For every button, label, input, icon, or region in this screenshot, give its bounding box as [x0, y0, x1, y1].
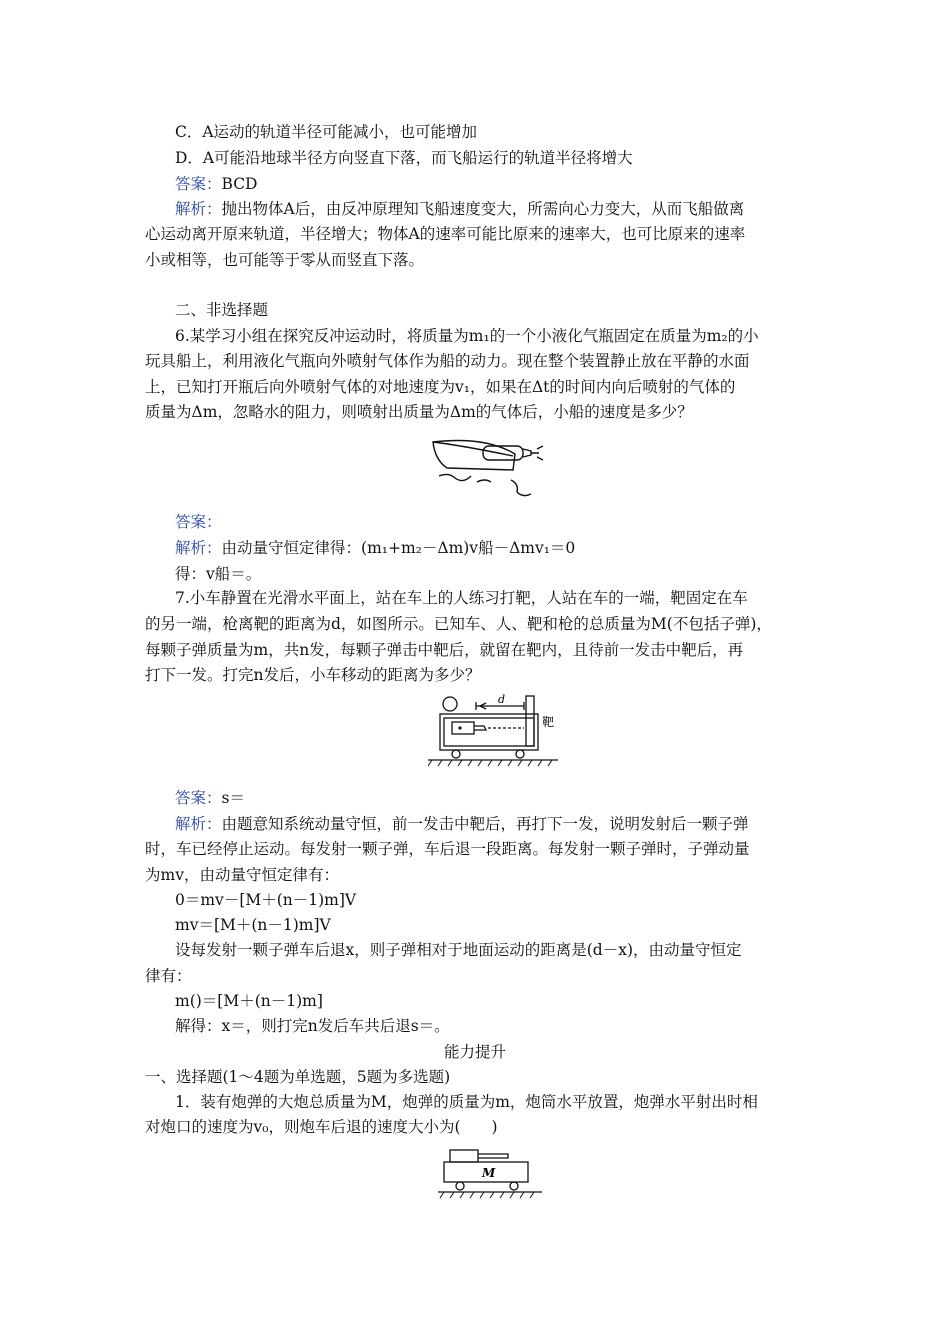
analysis-text: 抛出物体A后，由反冲原理知飞船速度变大，所需向心力变大，从而飞船做离 — [221, 200, 745, 218]
cannon-mass-label: M — [482, 1166, 496, 1180]
analysis-6 — [175, 538, 815, 558]
answer-5 — [175, 174, 815, 194]
analysis-5-line3: 小或相等，也可能等于零从而竖直下落。 — [145, 251, 425, 269]
solution-result: 解得：x＝，则打完n发后车共后退s＝。 — [175, 1017, 450, 1035]
cart-drawing — [428, 690, 578, 772]
question-6-line2: 玩具船上，利用液化气瓶向外喷射气体作为船的动力。现在整个装置静止放在平静的水面 — [145, 352, 750, 370]
question-7-line4: 打下一发。打完n发后，小车移动的距离为多少？ — [145, 666, 481, 684]
answer-6 — [175, 512, 815, 532]
analysis-label: 解析： — [175, 200, 222, 218]
target-label: 靶 — [542, 715, 555, 729]
analysis-5-line1 — [175, 199, 815, 219]
cart-target-figure — [428, 690, 578, 772]
cannon-figure — [438, 1144, 548, 1200]
question-6-line3: 上，已知打开瓶后向外喷射气体的对地速度为v₁，如果在Δt的时间内向后喷射的气体的 — [145, 378, 736, 396]
question-7-line3: 每颗子弹质量为m，共n发，每颗子弹击中靶后，就留在靶内，且待前一发击中靶后，再 — [145, 641, 744, 659]
cannon-drawing — [438, 1144, 548, 1200]
section-heading-nonchoice: 二、非选择题 — [175, 301, 269, 319]
boat-drawing — [425, 432, 555, 502]
equation-3: m()＝[M＋(n－1)m] — [175, 992, 323, 1010]
analysis-7-line3: 为mv，由动量守恒定律有： — [145, 866, 339, 884]
question-7-line2: 的另一端，枪离靶的距离为d，如图所示。已知车、人、靶和枪的总质量为M(不包括子弹)， — [145, 615, 772, 633]
question-6-line1: 6.某学习小组在探究反冲运动时，将质量为m₁的一个小液化气瓶固定在质量为m₂的小 — [175, 327, 759, 345]
analysis-7-line1 — [175, 814, 815, 834]
section-title-ability: 能力提升 — [443, 1043, 506, 1061]
analysis-label: 解析： — [175, 815, 222, 833]
analysis-6-result: 得：v船＝。 — [175, 565, 262, 583]
equation-1: 0＝mv－[M＋(n－1)m]V — [175, 891, 357, 909]
equation-2: mv＝[M＋(n－1)m]V — [175, 916, 331, 934]
analysis-7-line2: 时，车已经停止运动。每发射一颗子弹，车后退一段距离。每发射一颗子弹时，子弹动量 — [145, 840, 750, 858]
question-6-line4: 质量为Δm，忽略水的阻力，则喷射出质量为Δm的气体后，小船的速度是多少？ — [145, 403, 693, 421]
analysis-text: 由动量守恒定律得：(m₁+m₂－Δm)v船－Δmv₁＝0 — [221, 539, 576, 557]
question-7-line1: 7.小车静置在光滑水平面上，站在车上的人练习打靶，人站在车的一端，靶固定在车 — [175, 589, 748, 607]
question-1-line1: 1．装有炮弹的大炮总质量为M，炮弹的质量为m，炮筒水平放置，炮弹水平射出时相 — [175, 1093, 758, 1111]
answer-label: 答案： — [175, 175, 222, 193]
answer-value: s＝ — [221, 789, 245, 807]
question-1-line2: 对炮口的速度为v₀，则炮车后退的速度大小为( ) — [145, 1118, 498, 1136]
section-heading-choice: 一、选择题(1～4题为单选题，5题为多选题) — [145, 1068, 451, 1086]
option-c: C．A运动的轨道半径可能减小，也可能增加 — [175, 123, 478, 141]
answer-value: BCD — [221, 175, 258, 193]
option-d: D．A可能沿地球半径方向竖直下落，而飞船运行的轨道半径将增大 — [175, 149, 633, 167]
answer-label: 答案： — [175, 789, 222, 807]
analysis-5-line2: 心运动离开原来轨道，半径增大；物体A的速率可能比原来的速率大，也可比原来的速率 — [145, 225, 746, 243]
boat-figure — [425, 432, 555, 502]
answer-label: 答案： — [175, 513, 222, 531]
analysis-label: 解析： — [175, 539, 222, 557]
analysis-7-line4: 设每发射一颗子弹车后退x，则子弹相对于地面运动的距离是(d－x)，由动量守恒定 — [175, 941, 742, 959]
distance-label: d — [498, 693, 506, 706]
answer-7 — [175, 788, 815, 808]
analysis-text: 由题意知系统动量守恒，前一发击中靶后，再打下一发，说明发射后一颗子弹 — [221, 815, 749, 833]
analysis-7-line5: 律有： — [145, 967, 192, 985]
